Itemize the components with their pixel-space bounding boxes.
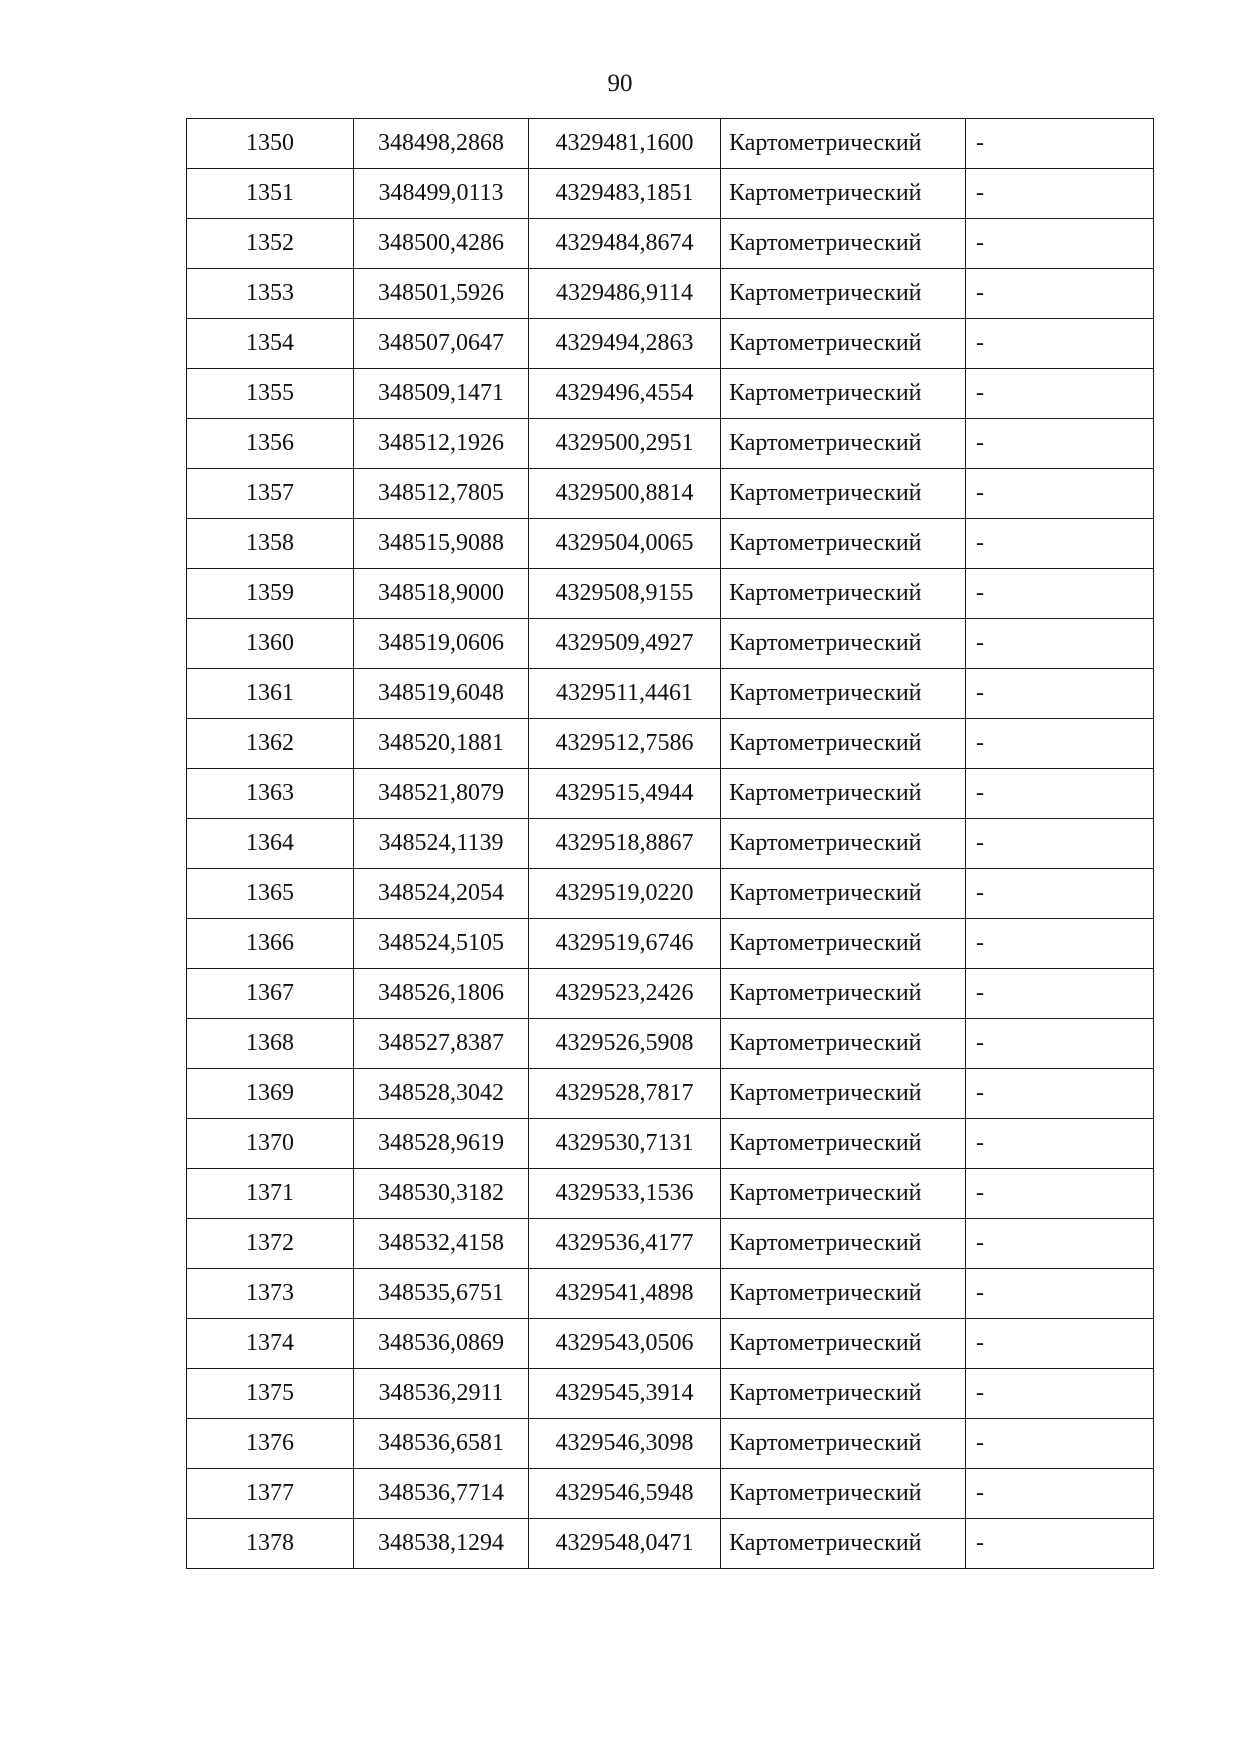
point-number-cell: 1376 xyxy=(187,1419,354,1469)
table-row xyxy=(187,619,1154,669)
point-number-cell: 1351 xyxy=(187,169,354,219)
method-cell: Картометрический xyxy=(721,819,966,869)
y-coordinate-cell: 4329546,3098 xyxy=(529,1419,721,1469)
y-coordinate-cell: 4329486,9114 xyxy=(529,269,721,319)
method-cell: Картометрический xyxy=(721,119,966,169)
y-coordinate-cell: 4329528,7817 xyxy=(529,1069,721,1119)
x-coordinate-cell: 348521,8079 xyxy=(354,769,529,819)
table-row xyxy=(187,469,1154,519)
point-number-cell: 1358 xyxy=(187,519,354,569)
point-number-cell: 1368 xyxy=(187,1019,354,1069)
note-cell: - xyxy=(966,1119,1154,1169)
table-row xyxy=(187,119,1154,169)
x-coordinate-cell: 348530,3182 xyxy=(354,1169,529,1219)
x-coordinate-cell: 348524,5105 xyxy=(354,919,529,969)
table-row xyxy=(187,669,1154,719)
point-number-cell: 1374 xyxy=(187,1319,354,1369)
method-cell: Картометрический xyxy=(721,1369,966,1419)
method-cell: Картометрический xyxy=(721,769,966,819)
x-coordinate-cell: 348520,1881 xyxy=(354,719,529,769)
note-cell: - xyxy=(966,1269,1154,1319)
point-number-cell: 1355 xyxy=(187,369,354,419)
x-coordinate-cell: 348527,8387 xyxy=(354,1019,529,1069)
note-cell: - xyxy=(966,969,1154,1019)
table-row xyxy=(187,319,1154,369)
point-number-cell: 1353 xyxy=(187,269,354,319)
y-coordinate-cell: 4329541,4898 xyxy=(529,1269,721,1319)
method-cell: Картометрический xyxy=(721,569,966,619)
table-row xyxy=(187,1119,1154,1169)
note-cell: - xyxy=(966,169,1154,219)
method-cell: Картометрический xyxy=(721,669,966,719)
y-coordinate-cell: 4329526,5908 xyxy=(529,1019,721,1069)
x-coordinate-cell: 348538,1294 xyxy=(354,1519,529,1569)
method-cell: Картометрический xyxy=(721,519,966,569)
note-cell: - xyxy=(966,919,1154,969)
point-number-cell: 1361 xyxy=(187,669,354,719)
x-coordinate-cell: 348526,1806 xyxy=(354,969,529,1019)
point-number-cell: 1359 xyxy=(187,569,354,619)
y-coordinate-cell: 4329494,2863 xyxy=(529,319,721,369)
x-coordinate-cell: 348519,6048 xyxy=(354,669,529,719)
note-cell: - xyxy=(966,1319,1154,1369)
x-coordinate-cell: 348512,7805 xyxy=(354,469,529,519)
x-coordinate-cell: 348524,1139 xyxy=(354,819,529,869)
note-cell: - xyxy=(966,569,1154,619)
note-cell: - xyxy=(966,769,1154,819)
note-cell: - xyxy=(966,1069,1154,1119)
method-cell: Картометрический xyxy=(721,369,966,419)
table-row xyxy=(187,1019,1154,1069)
y-coordinate-cell: 4329536,4177 xyxy=(529,1219,721,1269)
x-coordinate-cell: 348501,5926 xyxy=(354,269,529,319)
note-cell: - xyxy=(966,869,1154,919)
method-cell: Картометрический xyxy=(721,1319,966,1369)
y-coordinate-cell: 4329500,8814 xyxy=(529,469,721,519)
table-row xyxy=(187,919,1154,969)
point-number-cell: 1352 xyxy=(187,219,354,269)
method-cell: Картометрический xyxy=(721,719,966,769)
method-cell: Картометрический xyxy=(721,1219,966,1269)
y-coordinate-cell: 4329518,8867 xyxy=(529,819,721,869)
table-row xyxy=(187,169,1154,219)
note-cell: - xyxy=(966,469,1154,519)
x-coordinate-cell: 348498,2868 xyxy=(354,119,529,169)
page-number: 90 xyxy=(607,70,633,97)
table-row xyxy=(187,1419,1154,1469)
point-number-cell: 1370 xyxy=(187,1119,354,1169)
method-cell: Картометрический xyxy=(721,219,966,269)
note-cell: - xyxy=(966,519,1154,569)
y-coordinate-cell: 4329504,0065 xyxy=(529,519,721,569)
method-cell: Картометрический xyxy=(721,269,966,319)
x-coordinate-cell: 348535,6751 xyxy=(354,1269,529,1319)
x-coordinate-cell: 348536,7714 xyxy=(354,1469,529,1519)
coordinates-table-body xyxy=(187,119,1154,1569)
x-coordinate-cell: 348500,4286 xyxy=(354,219,529,269)
y-coordinate-cell: 4329512,7586 xyxy=(529,719,721,769)
point-number-cell: 1356 xyxy=(187,419,354,469)
note-cell: - xyxy=(966,269,1154,319)
point-number-cell: 1375 xyxy=(187,1369,354,1419)
x-coordinate-cell: 348507,0647 xyxy=(354,319,529,369)
x-coordinate-cell: 348518,9000 xyxy=(354,569,529,619)
y-coordinate-cell: 4329496,4554 xyxy=(529,369,721,419)
y-coordinate-cell: 4329545,3914 xyxy=(529,1369,721,1419)
x-coordinate-cell: 348536,6581 xyxy=(354,1419,529,1469)
y-coordinate-cell: 4329511,4461 xyxy=(529,669,721,719)
note-cell: - xyxy=(966,369,1154,419)
method-cell: Картометрический xyxy=(721,1469,966,1519)
method-cell: Картометрический xyxy=(721,1419,966,1469)
note-cell: - xyxy=(966,619,1154,669)
table-row xyxy=(187,419,1154,469)
x-coordinate-cell: 348512,1926 xyxy=(354,419,529,469)
y-coordinate-cell: 4329481,1600 xyxy=(529,119,721,169)
y-coordinate-cell: 4329530,7131 xyxy=(529,1119,721,1169)
point-number-cell: 1360 xyxy=(187,619,354,669)
note-cell: - xyxy=(966,1469,1154,1519)
point-number-cell: 1354 xyxy=(187,319,354,369)
method-cell: Картометрический xyxy=(721,1069,966,1119)
method-cell: Картометрический xyxy=(721,1269,966,1319)
table-row xyxy=(187,1219,1154,1269)
method-cell: Картометрический xyxy=(721,469,966,519)
x-coordinate-cell: 348528,9619 xyxy=(354,1119,529,1169)
y-coordinate-cell: 4329519,0220 xyxy=(529,869,721,919)
note-cell: - xyxy=(966,1519,1154,1569)
note-cell: - xyxy=(966,1369,1154,1419)
note-cell: - xyxy=(966,1419,1154,1469)
x-coordinate-cell: 348515,9088 xyxy=(354,519,529,569)
method-cell: Картометрический xyxy=(721,969,966,1019)
table-row xyxy=(187,1069,1154,1119)
note-cell: - xyxy=(966,1219,1154,1269)
table-row xyxy=(187,769,1154,819)
point-number-cell: 1373 xyxy=(187,1269,354,1319)
method-cell: Картометрический xyxy=(721,919,966,969)
table-row xyxy=(187,1469,1154,1519)
point-number-cell: 1372 xyxy=(187,1219,354,1269)
table-row xyxy=(187,1369,1154,1419)
table-row xyxy=(187,969,1154,1019)
x-coordinate-cell: 348509,1471 xyxy=(354,369,529,419)
table-row xyxy=(187,1269,1154,1319)
y-coordinate-cell: 4329483,1851 xyxy=(529,169,721,219)
note-cell: - xyxy=(966,1169,1154,1219)
note-cell: - xyxy=(966,1019,1154,1069)
y-coordinate-cell: 4329543,0506 xyxy=(529,1319,721,1369)
note-cell: - xyxy=(966,419,1154,469)
table-row xyxy=(187,369,1154,419)
point-number-cell: 1357 xyxy=(187,469,354,519)
table-row xyxy=(187,269,1154,319)
y-coordinate-cell: 4329519,6746 xyxy=(529,919,721,969)
x-coordinate-cell: 348524,2054 xyxy=(354,869,529,919)
method-cell: Картометрический xyxy=(721,319,966,369)
note-cell: - xyxy=(966,669,1154,719)
y-coordinate-cell: 4329548,0471 xyxy=(529,1519,721,1569)
point-number-cell: 1369 xyxy=(187,1069,354,1119)
point-number-cell: 1363 xyxy=(187,769,354,819)
point-number-cell: 1364 xyxy=(187,819,354,869)
note-cell: - xyxy=(966,819,1154,869)
method-cell: Картометрический xyxy=(721,1519,966,1569)
y-coordinate-cell: 4329546,5948 xyxy=(529,1469,721,1519)
y-coordinate-cell: 4329523,2426 xyxy=(529,969,721,1019)
method-cell: Картометрический xyxy=(721,619,966,669)
y-coordinate-cell: 4329508,9155 xyxy=(529,569,721,619)
table-row xyxy=(187,1169,1154,1219)
method-cell: Картометрический xyxy=(721,169,966,219)
point-number-cell: 1350 xyxy=(187,119,354,169)
note-cell: - xyxy=(966,219,1154,269)
table-row xyxy=(187,869,1154,919)
point-number-cell: 1367 xyxy=(187,969,354,1019)
table-row xyxy=(187,519,1154,569)
method-cell: Картометрический xyxy=(721,869,966,919)
table-row xyxy=(187,219,1154,269)
method-cell: Картометрический xyxy=(721,1169,966,1219)
point-number-cell: 1378 xyxy=(187,1519,354,1569)
note-cell: - xyxy=(966,319,1154,369)
y-coordinate-cell: 4329484,8674 xyxy=(529,219,721,269)
point-number-cell: 1365 xyxy=(187,869,354,919)
x-coordinate-cell: 348536,2911 xyxy=(354,1369,529,1419)
point-number-cell: 1371 xyxy=(187,1169,354,1219)
point-number-cell: 1366 xyxy=(187,919,354,969)
x-coordinate-cell: 348532,4158 xyxy=(354,1219,529,1269)
y-coordinate-cell: 4329515,4944 xyxy=(529,769,721,819)
x-coordinate-cell: 348528,3042 xyxy=(354,1069,529,1119)
coordinates-table xyxy=(186,118,1154,1569)
method-cell: Картометрический xyxy=(721,1119,966,1169)
y-coordinate-cell: 4329533,1536 xyxy=(529,1169,721,1219)
table-row xyxy=(187,569,1154,619)
y-coordinate-cell: 4329509,4927 xyxy=(529,619,721,669)
y-coordinate-cell: 4329500,2951 xyxy=(529,419,721,469)
x-coordinate-cell: 348519,0606 xyxy=(354,619,529,669)
table-row xyxy=(187,1319,1154,1369)
note-cell: - xyxy=(966,119,1154,169)
point-number-cell: 1362 xyxy=(187,719,354,769)
note-cell: - xyxy=(966,719,1154,769)
method-cell: Картометрический xyxy=(721,1019,966,1069)
point-number-cell: 1377 xyxy=(187,1469,354,1519)
x-coordinate-cell: 348536,0869 xyxy=(354,1319,529,1369)
table-row xyxy=(187,819,1154,869)
x-coordinate-cell: 348499,0113 xyxy=(354,169,529,219)
table-row xyxy=(187,1519,1154,1569)
table-row xyxy=(187,719,1154,769)
method-cell: Картометрический xyxy=(721,419,966,469)
